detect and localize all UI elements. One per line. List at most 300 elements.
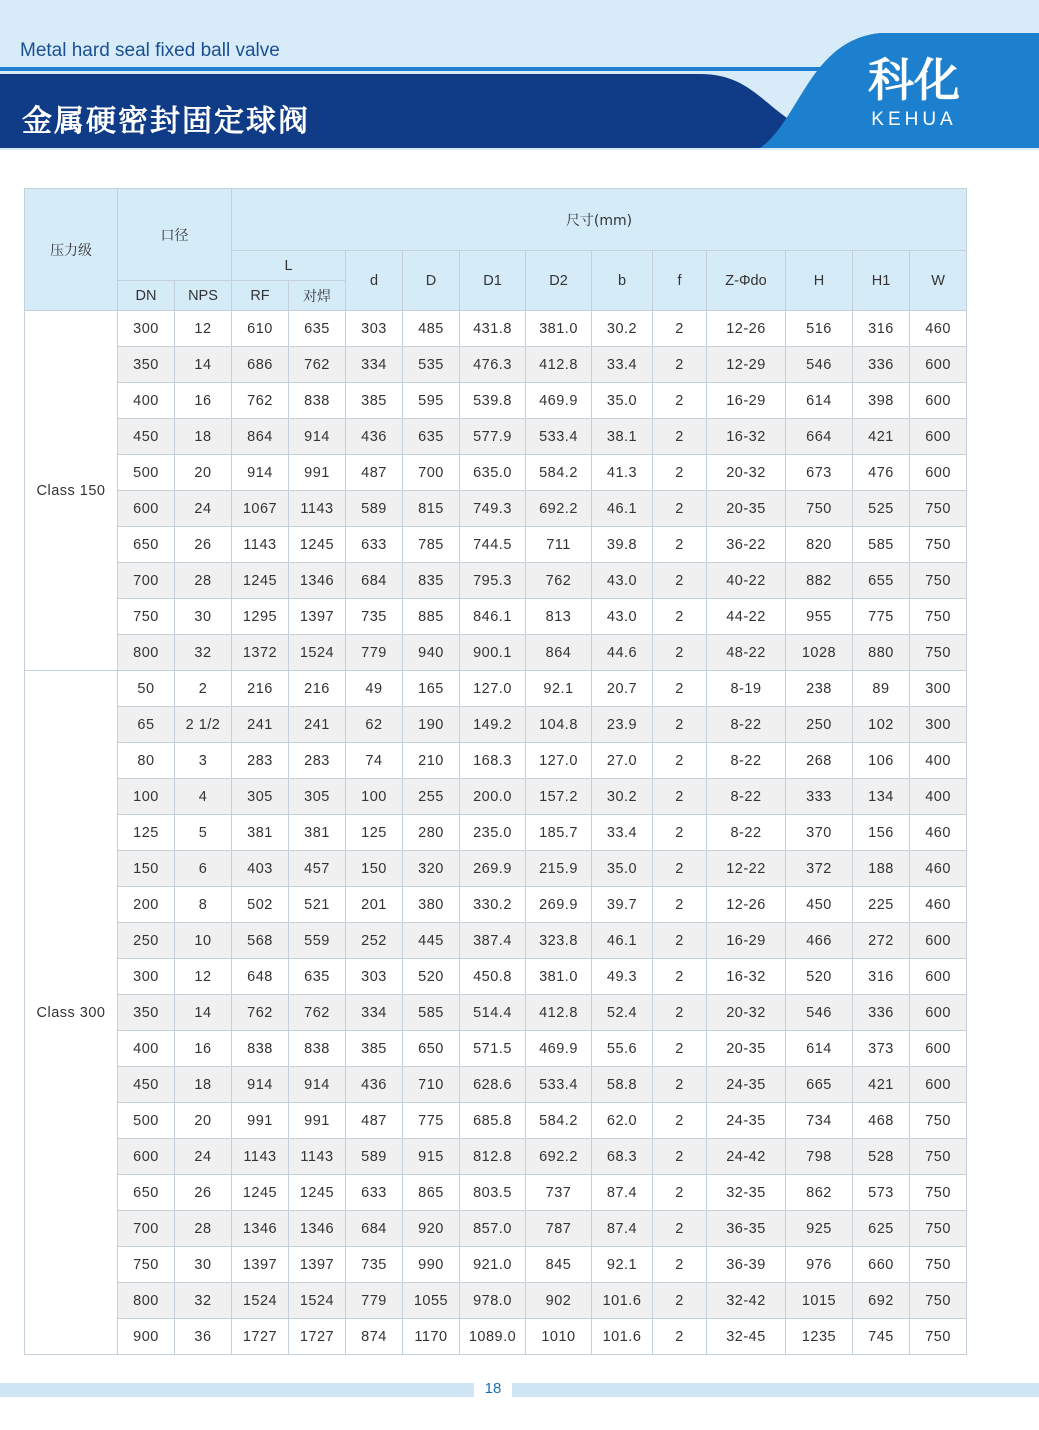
table-row <box>25 1175 967 1211</box>
cell-W: 600 <box>910 1031 967 1067</box>
cell-H1: 660 <box>853 1247 910 1283</box>
page-header <box>0 0 1039 150</box>
cell-b: 87.4 <box>592 1175 653 1211</box>
cell-D: 165 <box>403 671 460 707</box>
cell-H1: 468 <box>853 1103 910 1139</box>
cell-f: 2 <box>653 815 707 851</box>
table-row <box>25 599 967 635</box>
cell-f: 2 <box>653 311 707 347</box>
brand-logo-chinese: 科化 <box>868 53 960 107</box>
table-row <box>25 851 967 887</box>
cell-H1: 476 <box>853 455 910 491</box>
cell-H1: 89 <box>853 671 910 707</box>
cell-l-weld: 635 <box>289 959 346 995</box>
cell-D: 1055 <box>403 1283 460 1319</box>
header-D: D <box>403 251 460 311</box>
cell-l-rf: 610 <box>232 311 289 347</box>
cell-H1: 106 <box>853 743 910 779</box>
cell-f: 2 <box>653 635 707 671</box>
cell-b: 87.4 <box>592 1211 653 1247</box>
cell-H: 798 <box>786 1139 853 1175</box>
cell-H1: 775 <box>853 599 910 635</box>
cell-dn: 125 <box>118 815 175 851</box>
cell-d: 874 <box>346 1319 403 1355</box>
cell-nps: 24 <box>175 491 232 527</box>
cell-dn: 750 <box>118 599 175 635</box>
cell-nps: 30 <box>175 599 232 635</box>
cell-H1: 316 <box>853 311 910 347</box>
table-row <box>25 527 967 563</box>
header-W: W <box>910 251 967 311</box>
cell-H: 466 <box>786 923 853 959</box>
cell-nps: 5 <box>175 815 232 851</box>
cell-l-weld: 1346 <box>289 563 346 599</box>
cell-bolt-holes: 20-35 <box>707 491 786 527</box>
cell-l-weld: 1143 <box>289 1139 346 1175</box>
table-row <box>25 1103 967 1139</box>
cell-bolt-holes: 16-32 <box>707 419 786 455</box>
cell-D1: 514.4 <box>460 995 526 1031</box>
cell-d: 334 <box>346 347 403 383</box>
cell-W: 600 <box>910 959 967 995</box>
cell-dn: 450 <box>118 419 175 455</box>
cell-W: 750 <box>910 563 967 599</box>
cell-f: 2 <box>653 491 707 527</box>
cell-b: 30.2 <box>592 779 653 815</box>
cell-D: 915 <box>403 1139 460 1175</box>
cell-f: 2 <box>653 347 707 383</box>
cell-D1: 539.8 <box>460 383 526 419</box>
cell-b: 55.6 <box>592 1031 653 1067</box>
cell-b: 30.2 <box>592 311 653 347</box>
cell-D1: 744.5 <box>460 527 526 563</box>
cell-l-rf: 403 <box>232 851 289 887</box>
cell-dn: 750 <box>118 1247 175 1283</box>
header-f: f <box>653 251 707 311</box>
cell-D: 520 <box>403 959 460 995</box>
table-row <box>25 1211 967 1247</box>
cell-bolt-holes: 16-29 <box>707 383 786 419</box>
cell-nps: 16 <box>175 1031 232 1067</box>
table-row <box>25 1283 967 1319</box>
header-DN: DN <box>118 281 175 311</box>
table-row <box>25 1031 967 1067</box>
cell-D1: 685.8 <box>460 1103 526 1139</box>
cell-l-weld: 241 <box>289 707 346 743</box>
cell-l-weld: 991 <box>289 1103 346 1139</box>
cell-dn: 300 <box>118 959 175 995</box>
table-row <box>25 1247 967 1283</box>
cell-W: 460 <box>910 815 967 851</box>
table-row <box>25 779 967 815</box>
cell-l-weld: 1397 <box>289 599 346 635</box>
cell-D1: 450.8 <box>460 959 526 995</box>
cell-D1: 1089.0 <box>460 1319 526 1355</box>
header-H: H <box>786 251 853 311</box>
cell-D1: 857.0 <box>460 1211 526 1247</box>
cell-dn: 400 <box>118 383 175 419</box>
cell-D2: 762 <box>526 563 592 599</box>
cell-l-weld: 1143 <box>289 491 346 527</box>
pressure-class-label: Class 300 <box>25 671 118 1355</box>
cell-D2: 711 <box>526 527 592 563</box>
cell-f: 2 <box>653 527 707 563</box>
cell-bolt-holes: 36-22 <box>707 527 786 563</box>
cell-b: 35.0 <box>592 383 653 419</box>
header-NPS: NPS <box>175 281 232 311</box>
cell-l-rf: 1295 <box>232 599 289 635</box>
cell-l-weld: 457 <box>289 851 346 887</box>
cell-H: 734 <box>786 1103 853 1139</box>
cell-f: 2 <box>653 1211 707 1247</box>
cell-bolt-holes: 8-22 <box>707 815 786 851</box>
cell-bolt-holes: 16-32 <box>707 959 786 995</box>
cell-l-rf: 1727 <box>232 1319 289 1355</box>
cell-d: 62 <box>346 707 403 743</box>
cell-D: 815 <box>403 491 460 527</box>
cell-H1: 421 <box>853 1067 910 1103</box>
cell-b: 35.0 <box>592 851 653 887</box>
cell-l-weld: 216 <box>289 671 346 707</box>
cell-nps: 18 <box>175 419 232 455</box>
cell-bolt-holes: 32-42 <box>707 1283 786 1319</box>
cell-H: 750 <box>786 491 853 527</box>
cell-H1: 225 <box>853 887 910 923</box>
cell-l-weld: 1524 <box>289 1283 346 1319</box>
header-bolt-holes: Z-Φdo <box>707 251 786 311</box>
cell-nps: 26 <box>175 527 232 563</box>
cell-W: 750 <box>910 635 967 671</box>
cell-W: 300 <box>910 707 967 743</box>
cell-H: 250 <box>786 707 853 743</box>
cell-W: 600 <box>910 347 967 383</box>
cell-D2: 584.2 <box>526 455 592 491</box>
header-RF: RF <box>232 281 289 311</box>
cell-H: 1015 <box>786 1283 853 1319</box>
cell-W: 750 <box>910 491 967 527</box>
cell-f: 2 <box>653 1247 707 1283</box>
cell-f: 2 <box>653 779 707 815</box>
page-number: 18 <box>484 1380 502 1397</box>
cell-H1: 134 <box>853 779 910 815</box>
cell-D1: 921.0 <box>460 1247 526 1283</box>
cell-H: 1028 <box>786 635 853 671</box>
cell-W: 750 <box>910 1247 967 1283</box>
cell-D1: 846.1 <box>460 599 526 635</box>
cell-nps: 36 <box>175 1319 232 1355</box>
cell-b: 101.6 <box>592 1319 653 1355</box>
cell-bolt-holes: 36-39 <box>707 1247 786 1283</box>
header-d: d <box>346 251 403 311</box>
cell-bolt-holes: 12-26 <box>707 311 786 347</box>
cell-l-rf: 762 <box>232 383 289 419</box>
cell-nps: 16 <box>175 383 232 419</box>
table-row <box>25 995 967 1031</box>
cell-H1: 102 <box>853 707 910 743</box>
cell-b: 41.3 <box>592 455 653 491</box>
cell-H1: 528 <box>853 1139 910 1175</box>
cell-l-weld: 521 <box>289 887 346 923</box>
cell-bolt-holes: 8-19 <box>707 671 786 707</box>
cell-W: 600 <box>910 995 967 1031</box>
cell-nps: 12 <box>175 311 232 347</box>
cell-nps: 32 <box>175 1283 232 1319</box>
cell-H: 238 <box>786 671 853 707</box>
cell-W: 750 <box>910 1139 967 1175</box>
cell-l-rf: 1397 <box>232 1247 289 1283</box>
cell-W: 460 <box>910 311 967 347</box>
cell-b: 46.1 <box>592 923 653 959</box>
cell-b: 27.0 <box>592 743 653 779</box>
cell-D: 255 <box>403 779 460 815</box>
cell-bolt-holes: 12-22 <box>707 851 786 887</box>
table-row <box>25 1139 967 1175</box>
cell-D2: 127.0 <box>526 743 592 779</box>
cell-b: 44.6 <box>592 635 653 671</box>
cell-D: 885 <box>403 599 460 635</box>
cell-d: 779 <box>346 635 403 671</box>
cell-l-weld: 914 <box>289 419 346 455</box>
table-row <box>25 383 967 419</box>
cell-nps: 2 1/2 <box>175 707 232 743</box>
cell-H: 664 <box>786 419 853 455</box>
cell-nps: 14 <box>175 347 232 383</box>
cell-H: 1235 <box>786 1319 853 1355</box>
table-row <box>25 347 967 383</box>
cell-d: 589 <box>346 1139 403 1175</box>
cell-dn: 500 <box>118 455 175 491</box>
cell-l-rf: 991 <box>232 1103 289 1139</box>
cell-f: 2 <box>653 419 707 455</box>
table-row <box>25 923 967 959</box>
cell-H1: 585 <box>853 527 910 563</box>
cell-D: 320 <box>403 851 460 887</box>
title-chinese: 金属硬密封固定球阀 <box>22 104 310 139</box>
cell-l-weld: 762 <box>289 995 346 1031</box>
cell-D2: 469.9 <box>526 1031 592 1067</box>
cell-W: 750 <box>910 527 967 563</box>
cell-D: 920 <box>403 1211 460 1247</box>
cell-l-weld: 1727 <box>289 1319 346 1355</box>
cell-l-rf: 305 <box>232 779 289 815</box>
cell-bolt-holes: 12-26 <box>707 887 786 923</box>
cell-D2: 737 <box>526 1175 592 1211</box>
cell-D1: 127.0 <box>460 671 526 707</box>
cell-d: 252 <box>346 923 403 959</box>
cell-D1: 200.0 <box>460 779 526 815</box>
cell-f: 2 <box>653 1319 707 1355</box>
cell-D2: 381.0 <box>526 959 592 995</box>
cell-D2: 412.8 <box>526 347 592 383</box>
cell-d: 385 <box>346 383 403 419</box>
cell-H1: 880 <box>853 635 910 671</box>
cell-l-rf: 914 <box>232 455 289 491</box>
header-H1: H1 <box>853 251 910 311</box>
cell-H1: 655 <box>853 563 910 599</box>
header-D1: D1 <box>460 251 526 311</box>
cell-bolt-holes: 20-32 <box>707 995 786 1031</box>
cell-nps: 12 <box>175 959 232 995</box>
cell-H1: 336 <box>853 347 910 383</box>
cell-W: 600 <box>910 383 967 419</box>
cell-D2: 845 <box>526 1247 592 1283</box>
cell-H: 268 <box>786 743 853 779</box>
cell-nps: 26 <box>175 1175 232 1211</box>
cell-l-rf: 283 <box>232 743 289 779</box>
cell-l-rf: 1143 <box>232 527 289 563</box>
cell-f: 2 <box>653 887 707 923</box>
cell-W: 600 <box>910 923 967 959</box>
cell-D: 775 <box>403 1103 460 1139</box>
cell-bolt-holes: 8-22 <box>707 779 786 815</box>
cell-D1: 235.0 <box>460 815 526 851</box>
cell-l-rf: 1346 <box>232 1211 289 1247</box>
table-body <box>25 311 967 1355</box>
cell-l-weld: 1524 <box>289 635 346 671</box>
cell-b: 38.1 <box>592 419 653 455</box>
cell-f: 2 <box>653 851 707 887</box>
cell-D1: 635.0 <box>460 455 526 491</box>
cell-l-rf: 1067 <box>232 491 289 527</box>
cell-d: 633 <box>346 1175 403 1211</box>
cell-l-weld: 635 <box>289 311 346 347</box>
cell-dn: 800 <box>118 635 175 671</box>
cell-D: 940 <box>403 635 460 671</box>
cell-H1: 272 <box>853 923 910 959</box>
cell-d: 74 <box>346 743 403 779</box>
table-row <box>25 1319 967 1355</box>
cell-W: 750 <box>910 1175 967 1211</box>
cell-H1: 525 <box>853 491 910 527</box>
cell-D: 865 <box>403 1175 460 1211</box>
cell-dn: 100 <box>118 779 175 815</box>
cell-dn: 600 <box>118 491 175 527</box>
cell-W: 400 <box>910 743 967 779</box>
cell-l-weld: 1397 <box>289 1247 346 1283</box>
cell-d: 125 <box>346 815 403 851</box>
cell-D2: 1010 <box>526 1319 592 1355</box>
table-row <box>25 491 967 527</box>
cell-f: 2 <box>653 599 707 635</box>
cell-dn: 450 <box>118 1067 175 1103</box>
cell-l-rf: 568 <box>232 923 289 959</box>
cell-l-rf: 241 <box>232 707 289 743</box>
cell-l-rf: 686 <box>232 347 289 383</box>
cell-bolt-holes: 36-35 <box>707 1211 786 1247</box>
cell-f: 2 <box>653 1103 707 1139</box>
cell-H1: 573 <box>853 1175 910 1211</box>
cell-D1: 571.5 <box>460 1031 526 1067</box>
cell-D1: 812.8 <box>460 1139 526 1175</box>
cell-l-weld: 838 <box>289 383 346 419</box>
cell-d: 779 <box>346 1283 403 1319</box>
cell-nps: 28 <box>175 563 232 599</box>
cell-W: 600 <box>910 419 967 455</box>
cell-l-rf: 502 <box>232 887 289 923</box>
table-row <box>25 959 967 995</box>
cell-l-rf: 864 <box>232 419 289 455</box>
cell-b: 68.3 <box>592 1139 653 1175</box>
cell-D2: 469.9 <box>526 383 592 419</box>
cell-D2: 584.2 <box>526 1103 592 1139</box>
cell-b: 23.9 <box>592 707 653 743</box>
header-bore: 口径 <box>118 189 232 281</box>
cell-W: 750 <box>910 599 967 635</box>
cell-D2: 902 <box>526 1283 592 1319</box>
cell-f: 2 <box>653 1139 707 1175</box>
cell-nps: 20 <box>175 1103 232 1139</box>
cell-D1: 900.1 <box>460 635 526 671</box>
cell-bolt-holes: 20-32 <box>707 455 786 491</box>
cell-W: 600 <box>910 455 967 491</box>
cell-nps: 3 <box>175 743 232 779</box>
cell-W: 750 <box>910 1211 967 1247</box>
cell-H: 862 <box>786 1175 853 1211</box>
cell-D: 635 <box>403 419 460 455</box>
cell-dn: 350 <box>118 347 175 383</box>
header-dimensions: 尺寸(mm) <box>232 189 967 251</box>
cell-bolt-holes: 20-35 <box>707 1031 786 1067</box>
cell-l-rf: 1245 <box>232 563 289 599</box>
cell-D2: 323.8 <box>526 923 592 959</box>
footer-bar-right <box>512 1383 1039 1397</box>
table-row <box>25 635 967 671</box>
cell-D2: 104.8 <box>526 707 592 743</box>
cell-l-rf: 1143 <box>232 1139 289 1175</box>
cell-bolt-holes: 44-22 <box>707 599 786 635</box>
cell-H: 370 <box>786 815 853 851</box>
cell-H: 614 <box>786 1031 853 1067</box>
cell-bolt-holes: 48-22 <box>707 635 786 671</box>
cell-bolt-holes: 8-22 <box>707 743 786 779</box>
table-row <box>25 563 967 599</box>
cell-nps: 8 <box>175 887 232 923</box>
brand-logo-english: KEHUA <box>871 109 957 130</box>
cell-H1: 316 <box>853 959 910 995</box>
cell-D2: 813 <box>526 599 592 635</box>
pressure-class-label: Class 150 <box>25 311 118 671</box>
cell-l-weld: 1245 <box>289 1175 346 1211</box>
cell-l-rf: 216 <box>232 671 289 707</box>
table-row <box>25 455 967 491</box>
header-b: b <box>592 251 653 311</box>
cell-d: 150 <box>346 851 403 887</box>
cell-l-rf: 1372 <box>232 635 289 671</box>
cell-d: 334 <box>346 995 403 1031</box>
cell-d: 201 <box>346 887 403 923</box>
cell-l-rf: 1245 <box>232 1175 289 1211</box>
cell-dn: 900 <box>118 1319 175 1355</box>
cell-dn: 800 <box>118 1283 175 1319</box>
cell-d: 684 <box>346 563 403 599</box>
cell-H1: 373 <box>853 1031 910 1067</box>
cell-bolt-holes: 12-29 <box>707 347 786 383</box>
cell-nps: 28 <box>175 1211 232 1247</box>
cell-l-weld: 381 <box>289 815 346 851</box>
cell-H: 372 <box>786 851 853 887</box>
cell-l-rf: 1524 <box>232 1283 289 1319</box>
cell-l-rf: 381 <box>232 815 289 851</box>
cell-D1: 476.3 <box>460 347 526 383</box>
cell-D1: 431.8 <box>460 311 526 347</box>
cell-H1: 188 <box>853 851 910 887</box>
cell-b: 92.1 <box>592 1247 653 1283</box>
header-D2: D2 <box>526 251 592 311</box>
cell-nps: 2 <box>175 671 232 707</box>
cell-D2: 533.4 <box>526 1067 592 1103</box>
cell-l-weld: 559 <box>289 923 346 959</box>
header-butt-weld: 对焊 <box>289 281 346 311</box>
